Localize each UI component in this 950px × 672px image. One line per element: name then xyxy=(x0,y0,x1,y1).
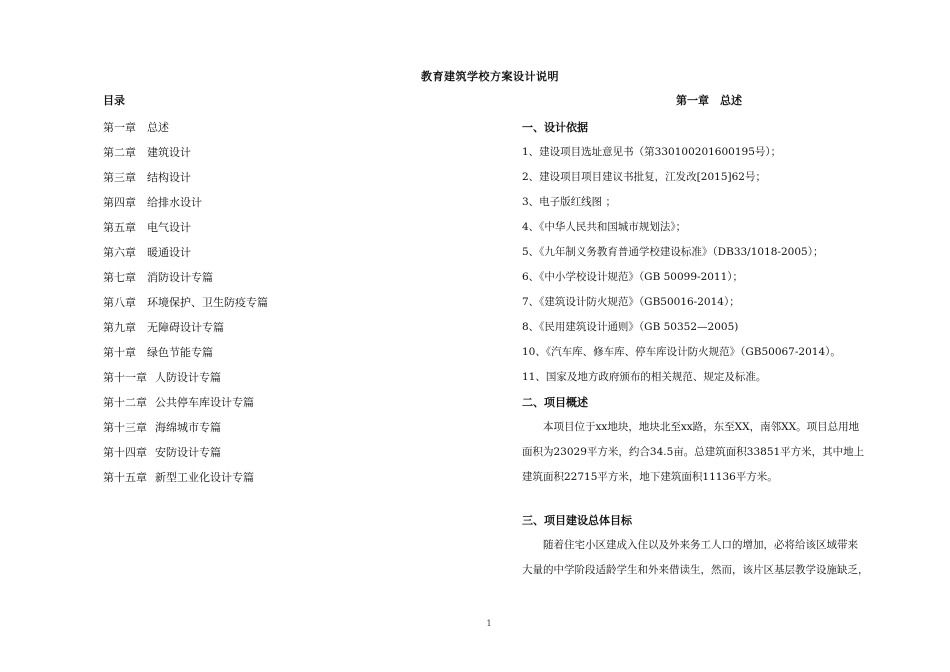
design-basis-item: 8、《民用建筑设计通则》（GB 50352—2005) xyxy=(522,321,739,333)
toc-item-label: 给排水设计 xyxy=(147,196,202,209)
design-basis-item: 1、建设项目选址意见书（第330100201600195号）； xyxy=(522,146,782,158)
toc-item-label: 新型工业化设计专篇 xyxy=(155,471,254,484)
overall-goals-paragraph xyxy=(522,533,894,583)
design-basis-item: 3、电子版红线图 ； xyxy=(522,196,617,208)
toc-heading: 目录 xyxy=(103,94,125,107)
section-heading-design-basis: 一、设计依据 xyxy=(522,121,588,134)
toc-item-label: 公共停车库设计专篇 xyxy=(155,396,254,409)
toc-item xyxy=(103,340,423,365)
toc-item-label: 建筑设计 xyxy=(147,146,191,159)
toc-item-number: 第十二章 xyxy=(103,396,147,409)
toc-list xyxy=(103,115,423,490)
toc-item-number: 第十五章 xyxy=(103,471,147,484)
toc-item xyxy=(103,190,423,215)
toc-item xyxy=(103,465,423,490)
paragraph-line: 建筑面积22715平方米，地下建筑面积11136平方米。 xyxy=(522,471,778,483)
toc-item xyxy=(103,315,423,340)
toc-item-number: 第九章 xyxy=(103,321,136,334)
toc-item-number: 第十一章 xyxy=(103,371,147,384)
toc-item-number: 第四章 xyxy=(103,196,136,209)
toc-item-number: 第十章 xyxy=(103,346,136,359)
toc-item-number: 第十四章 xyxy=(103,446,147,459)
design-basis-item: 6、《中小学校设计规范》（GB 50099-2011）； xyxy=(522,271,744,283)
toc-item-label: 电气设计 xyxy=(147,221,191,234)
section-spacer xyxy=(522,490,894,508)
toc-item-label: 绿色节能专篇 xyxy=(147,346,213,359)
design-basis-item: 7、《建筑设计防火规范》（GB50016-2014）； xyxy=(522,296,740,308)
chapter-title: 第一章 总述 xyxy=(676,94,742,107)
paragraph-line: 大量的中学阶段适龄学生和外来借读生，然而，该片区基层教学设施缺乏， xyxy=(522,564,869,576)
toc-item xyxy=(103,265,423,290)
toc-item-label: 环境保护、卫生防疫专篇 xyxy=(147,296,268,309)
toc-item-number: 第三章 xyxy=(103,171,136,184)
toc-item xyxy=(103,115,423,140)
document-title: 教育建筑学校方案设计说明 xyxy=(421,70,559,83)
toc-item-label: 无障碍设计专篇 xyxy=(147,321,224,334)
toc-item-label: 消防设计专篇 xyxy=(147,271,213,284)
toc-item-number: 第十三章 xyxy=(103,421,147,434)
toc-item xyxy=(103,140,423,165)
toc-item xyxy=(103,365,423,390)
toc-item-number: 第二章 xyxy=(103,146,136,159)
toc-item xyxy=(103,440,423,465)
toc-item-number: 第一章 xyxy=(103,121,136,134)
section-heading-project-overview: 二、项目概述 xyxy=(522,396,588,409)
table-of-contents xyxy=(103,92,423,490)
toc-item-number: 第七章 xyxy=(103,271,136,284)
toc-item-number: 第五章 xyxy=(103,221,136,234)
toc-item xyxy=(103,415,423,440)
paragraph-line: 随着住宅小区建成入住以及外来务工人口的增加，必将给该区域带来 xyxy=(543,539,858,551)
design-basis-list xyxy=(522,140,894,390)
design-basis-item: 10、《汽车库、修车库、停车库设计防火规范》（GB50067-2014）。 xyxy=(522,346,841,358)
toc-item-number: 第八章 xyxy=(103,296,136,309)
design-basis-item: 5、《九年制义务教育普通学校建设标准》（DB33/1018-2005）； xyxy=(522,246,824,258)
toc-item xyxy=(103,215,423,240)
design-basis-item: 2、建设项目项目建议书批复，江发改[2015]62号； xyxy=(522,171,766,183)
toc-item-label: 海绵城市专篇 xyxy=(155,421,221,434)
page-number: 1 xyxy=(486,619,492,628)
section-heading-overall-goals: 三、项目建设总体目标 xyxy=(522,514,632,527)
toc-item-label: 暖通设计 xyxy=(147,246,191,259)
toc-item xyxy=(103,240,423,265)
toc-item xyxy=(103,165,423,190)
paragraph-line: 面积为23029平方米，约合34.5亩。总建筑面积33851平方米，其中地上 xyxy=(522,446,865,458)
toc-item-label: 总述 xyxy=(147,121,169,134)
toc-item-label: 安防设计专篇 xyxy=(155,446,221,459)
toc-item xyxy=(103,390,423,415)
project-overview-paragraph xyxy=(522,415,894,490)
toc-item xyxy=(103,290,423,315)
design-basis-item: 4、《中华人民共和国城市规划法》； xyxy=(522,221,687,233)
toc-item-number: 第六章 xyxy=(103,246,136,259)
toc-item-label: 人防设计专篇 xyxy=(155,371,221,384)
chapter-one xyxy=(522,92,894,583)
toc-item-label: 结构设计 xyxy=(147,171,191,184)
paragraph-line: 本项目位于xx地块，地块北至xx路，东至XX，南邻XX。项目总用地 xyxy=(543,421,860,433)
design-basis-item: 11、国家及地方政府颁布的相关规范、规定及标准。 xyxy=(522,371,767,383)
